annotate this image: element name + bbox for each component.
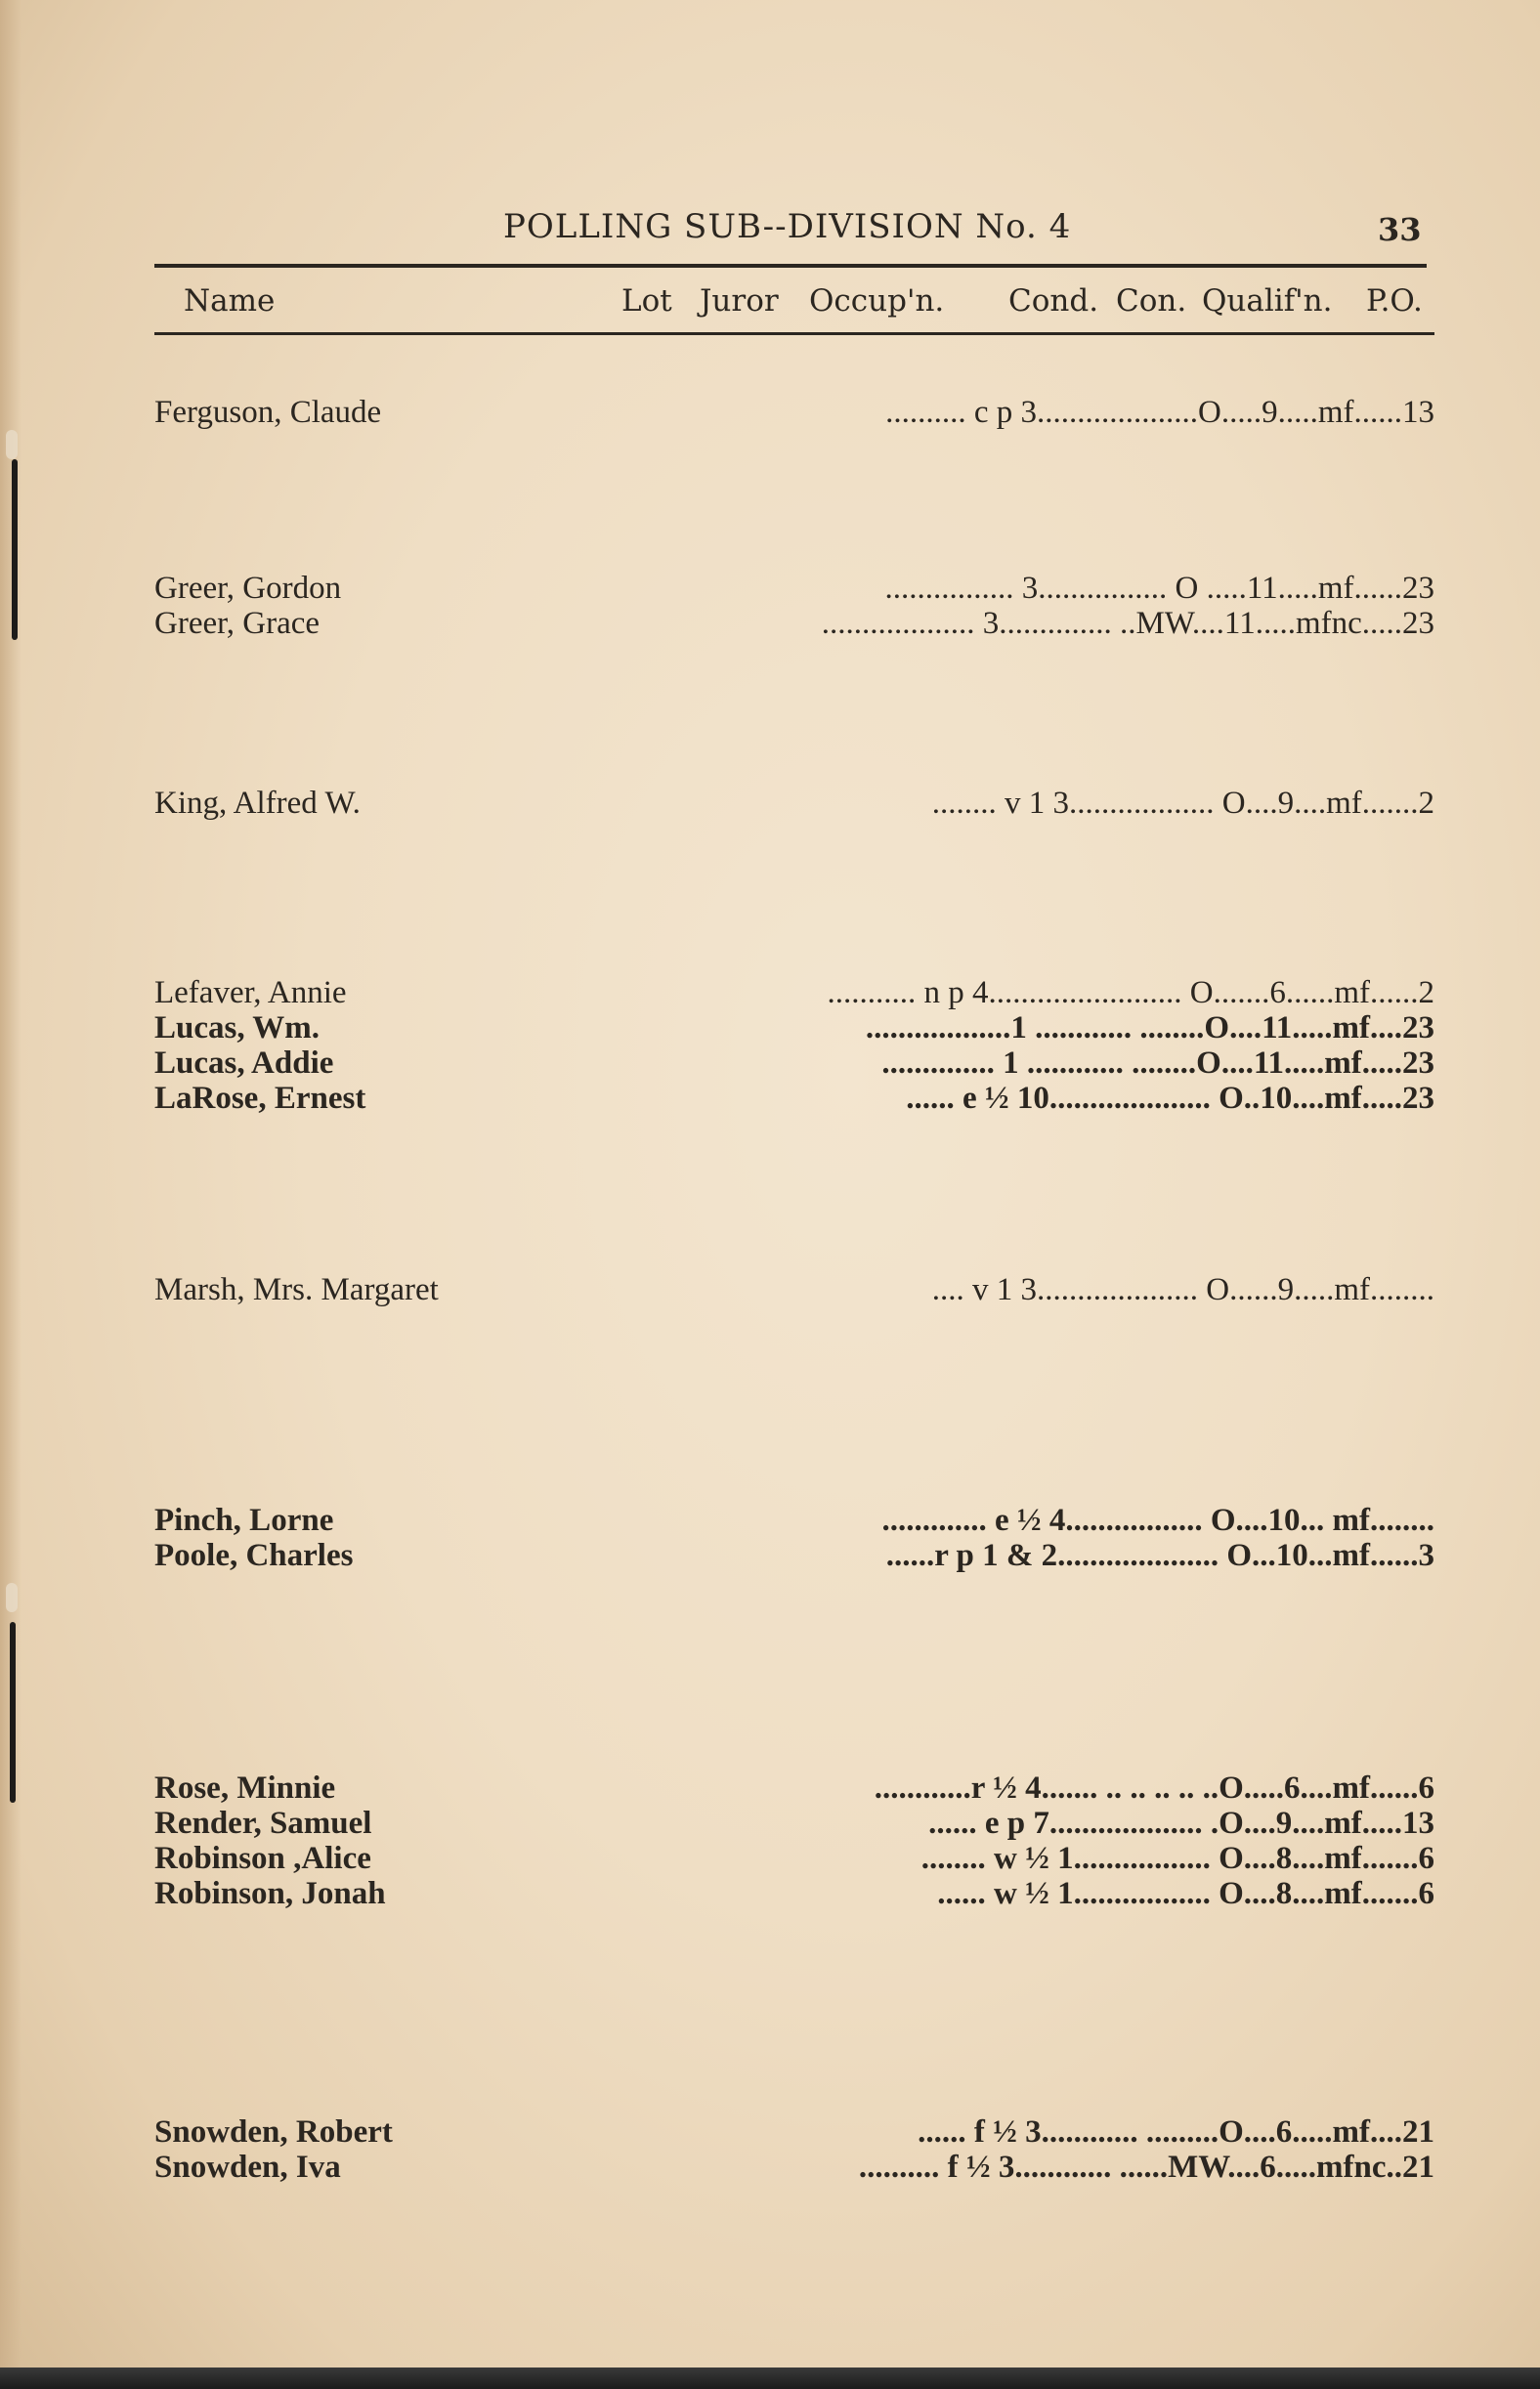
voter-entry xyxy=(154,571,1434,606)
voter-name: Greer, Gordon xyxy=(154,571,342,606)
page-left-edge xyxy=(0,0,21,2389)
voter-details: ................ 3................ O .....11.....mf......23 xyxy=(884,571,1434,606)
voter-details: .............. 1 ............ ........O....11.....mf.....23 xyxy=(881,1045,1434,1081)
voter-details: ..................1 ............ ........O....11.....mf....23 xyxy=(865,1010,1434,1045)
voter-name: Snowden, Iva xyxy=(154,2150,341,2185)
voter-entry xyxy=(154,1770,1434,1806)
voter-name: Snowden, Robert xyxy=(154,2114,393,2150)
voter-entry xyxy=(154,1045,1434,1081)
voter-name: Pinch, Lorne xyxy=(154,1503,334,1538)
voter-entry xyxy=(154,395,1434,430)
column-header-juror: Juror xyxy=(700,283,779,319)
voter-details: .......... c p 3....................O.....9.....mf......13 xyxy=(885,395,1434,430)
voter-name: Lefaver, Annie xyxy=(154,975,347,1010)
voter-details: ........ v 1 3.................. O....9....mf.......2 xyxy=(931,786,1434,821)
column-header-post-office: P.O. xyxy=(1366,283,1423,319)
column-header-occupation: Occup'n. xyxy=(809,283,945,319)
voter-name: Render, Samuel xyxy=(154,1806,372,1841)
column-header-condition: Cond. xyxy=(1008,283,1099,319)
voter-entry xyxy=(154,2150,1434,2185)
voter-name: Greer, Grace xyxy=(154,606,321,641)
column-header-name: Name xyxy=(184,283,276,319)
voter-entry xyxy=(154,2114,1434,2150)
voter-details: ............r ½ 4....... .. .. .. .. ..O.....6....mf......6 xyxy=(874,1770,1434,1806)
voter-entry xyxy=(154,1081,1434,1116)
voter-details: ............. e ½ 4................. O....10... mf........ xyxy=(881,1503,1434,1538)
voter-name: Ferguson, Claude xyxy=(154,395,382,430)
voter-entry xyxy=(154,1806,1434,1841)
voter-name: Robinson, Jonah xyxy=(154,1876,386,1911)
page-number: 33 xyxy=(1378,211,1422,248)
voter-entry xyxy=(154,1010,1434,1045)
voter-name: LaRose, Ernest xyxy=(154,1081,366,1116)
voter-details: ................... 3.............. ..MW....11.....mfnc.....23 xyxy=(821,606,1434,641)
binding-stitch-top xyxy=(12,459,18,640)
scan-bottom-edge xyxy=(0,2368,1540,2389)
voter-name: Rose, Minnie xyxy=(154,1770,336,1806)
voter-entry xyxy=(154,1503,1434,1538)
voter-details: ......r p 1 & 2.................... O...10...mf......3 xyxy=(885,1538,1434,1573)
running-head: POLLING SUB--DIVISION No. 4 xyxy=(503,207,1072,246)
voter-name: Marsh, Mrs. Margaret xyxy=(154,1272,439,1307)
binding-stitch-bottom xyxy=(10,1622,16,1803)
voter-name: Lucas, Wm. xyxy=(154,1010,320,1045)
column-header-con: Con. xyxy=(1116,283,1187,319)
voter-details: ........... n p 4........................ O.......6......mf......2 xyxy=(827,975,1434,1010)
column-header-lot: Lot xyxy=(621,283,672,319)
column-header-qualification: Qualif'n. xyxy=(1202,283,1333,319)
voter-entry xyxy=(154,1841,1434,1876)
voter-entry xyxy=(154,1538,1434,1573)
voter-entry xyxy=(154,1272,1434,1307)
header-rule-top xyxy=(154,264,1427,268)
voter-entry xyxy=(154,606,1434,641)
header-rule-bottom xyxy=(154,332,1434,335)
voter-name: King, Alfred W. xyxy=(154,786,361,821)
binding-thread-top xyxy=(6,430,18,459)
voter-entry xyxy=(154,1876,1434,1911)
voter-details: .......... f ½ 3............ ......MW....6.....mfnc..21 xyxy=(858,2150,1434,2185)
voter-name: Poole, Charles xyxy=(154,1538,354,1573)
voter-details: ...... e ½ 10.................... O..10....mf.....23 xyxy=(906,1081,1434,1116)
voter-details: ........ w ½ 1................. O....8....mf.......6 xyxy=(920,1841,1434,1876)
voter-details: ...... f ½ 3............ .........O....6.....mf....21 xyxy=(918,2114,1434,2150)
voter-details: .... v 1 3.................... O......9.....mf........ xyxy=(931,1272,1434,1307)
voter-details: ...... w ½ 1................. O....8....mf.......6 xyxy=(937,1876,1434,1911)
voter-entry xyxy=(154,975,1434,1010)
voter-details: ...... e p 7................... .O....9....mf.....13 xyxy=(928,1806,1434,1841)
voter-name: Robinson ,Alice xyxy=(154,1841,371,1876)
voter-entry xyxy=(154,786,1434,821)
binding-thread-bottom xyxy=(6,1583,18,1612)
voter-name: Lucas, Addie xyxy=(154,1045,334,1081)
